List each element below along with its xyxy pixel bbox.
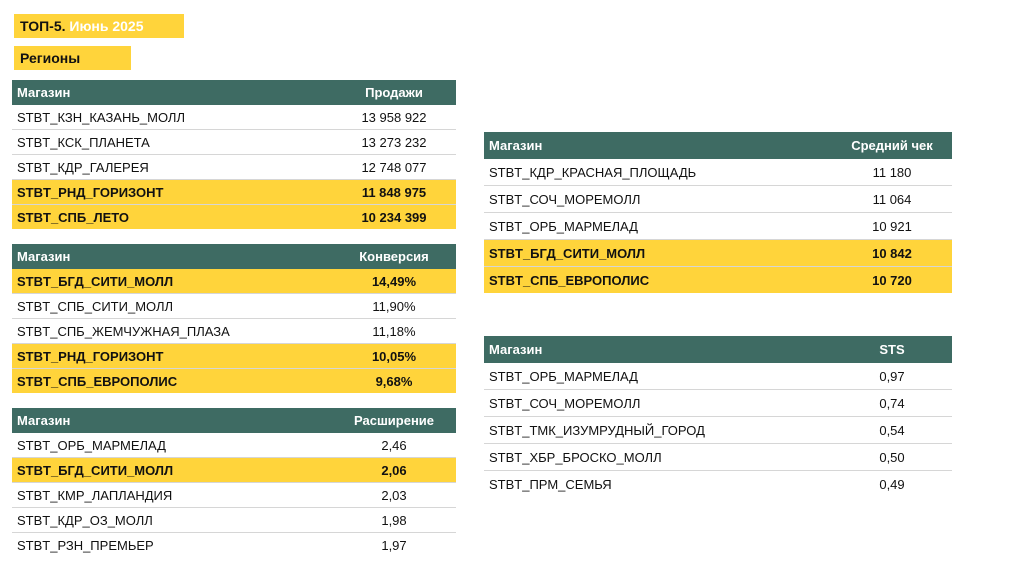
metric-value-cell: 10,05% [332,344,456,369]
table-row [484,417,952,444]
store-column-header: Магазин [12,244,332,269]
store-name-cell: STBT_КСК_ПЛАНЕТА [12,130,332,155]
table-row [12,180,456,205]
metric-value-cell: 1,98 [332,508,456,533]
metric-value-cell: 11 180 [832,159,952,186]
metric-value-cell: 11 064 [832,186,952,213]
table-row [12,458,456,483]
table-row [12,105,456,130]
store-name-cell: STBT_БГД_СИТИ_МОЛЛ [12,458,332,483]
metric-value-cell: 0,50 [832,444,952,471]
extension-table [12,408,456,557]
metric-value-cell: 9,68% [332,369,456,394]
metric-value-cell: 11,18% [332,319,456,344]
table-row [12,369,456,394]
metric-value-cell: 13 273 232 [332,130,456,155]
table-row [12,155,456,180]
metric-value-cell: 12 748 077 [332,155,456,180]
metric-value-cell: 1,97 [381,537,407,553]
metric-value-cell: 0,49 [879,476,905,492]
table-row [12,205,456,230]
store-name-cell: STBT_БГД_СИТИ_МОЛЛ [12,269,332,294]
metric-value-cell: 11 848 975 [332,180,456,205]
metric-value-cell: 2,46 [332,433,456,458]
store-name-cell: STBT_СОЧ_МОРЕМОЛЛ [484,186,832,213]
table-row [484,363,952,390]
table-row [484,390,952,417]
store-name-cell: STBT_ОРБ_МАРМЕЛАД [484,363,832,390]
conversion-table [12,244,456,393]
metric-value-cell: 0,54 [832,417,952,444]
table-header-row [12,244,456,269]
store-name-cell: STBT_РНД_ГОРИЗОНТ [12,344,332,369]
store-name-cell: STBT_ТМК_ИЗУМРУДНЫЙ_ГОРОД [484,417,832,444]
store-name-cell: STBT_РЗН_ПРЕМЬЕР [17,537,154,553]
region-label: Регионы [14,46,131,70]
table-header-row [12,408,456,433]
table-row [12,294,456,319]
title-prefix: ТОП-5. [20,18,66,34]
page-title [14,14,184,38]
store-name-cell: STBT_ХБР_БРОСКО_МОЛЛ [484,444,832,471]
store-column-header: Магазин [484,336,832,363]
store-name-cell: STBT_СПБ_ЛЕТО [12,205,332,230]
store-column-header: Магазин [12,408,332,433]
sts-table [484,336,952,497]
store-name-cell: STBT_СПБ_ЖЕМЧУЖНАЯ_ПЛАЗА [12,319,332,344]
table-row [12,533,456,558]
table-row [484,267,952,294]
extension-column-header: Расширение [332,408,456,433]
avg-check-table [484,132,952,293]
metric-value-cell: 2,03 [332,483,456,508]
store-name-cell: STBT_КМР_ЛАПЛАНДИЯ [12,483,332,508]
table-row [12,344,456,369]
avg-check-column-header: Средний чек [832,132,952,159]
metric-value-cell: 10 720 [832,267,952,294]
metric-value-cell: 14,49% [332,269,456,294]
store-name-cell: STBT_ПРМ_СЕМЬЯ [489,476,612,492]
table-row [12,483,456,508]
sts-column-header: STS [832,336,952,363]
store-name-cell: STBT_РНД_ГОРИЗОНТ [12,180,332,205]
metric-value-cell: 0,74 [832,390,952,417]
table-row [484,240,952,267]
table-header-row [484,336,952,363]
table-row [484,159,952,186]
store-name-cell: STBT_СПБ_ЕВРОПОЛИС [484,267,832,294]
table-row [12,433,456,458]
metric-value-cell: 10 921 [832,213,952,240]
store-name-cell: STBT_КДР_ГАЛЕРЕЯ [12,155,332,180]
table-header-row [484,132,952,159]
store-name-cell: STBT_СПБ_ЕВРОПОЛИС [12,369,332,394]
metric-value-cell: 13 958 922 [332,105,456,130]
store-name-cell: STBT_СПБ_СИТИ_МОЛЛ [12,294,332,319]
store-column-header: Магазин [484,132,832,159]
sales-table [12,80,456,229]
table-row [484,444,952,471]
table-header-row [12,80,456,105]
store-name-cell: STBT_КЗН_КАЗАНЬ_МОЛЛ [12,105,332,130]
table-row [484,471,952,498]
title-period: Июнь 2025 [69,18,144,34]
store-name-cell: STBT_КДР_ОЗ_МОЛЛ [12,508,332,533]
table-row [484,213,952,240]
table-row [12,130,456,155]
store-name-cell: STBT_СОЧ_МОРЕМОЛЛ [484,390,832,417]
table-row [12,269,456,294]
sales-column-header: Продажи [332,80,456,105]
store-name-cell: STBT_БГД_СИТИ_МОЛЛ [484,240,832,267]
store-name-cell: STBT_ОРБ_МАРМЕЛАД [12,433,332,458]
metric-value-cell: 10 842 [832,240,952,267]
store-name-cell: STBT_ОРБ_МАРМЕЛАД [484,213,832,240]
metric-value-cell: 11,90% [332,294,456,319]
conversion-column-header: Конверсия [332,244,456,269]
metric-value-cell: 0,97 [832,363,952,390]
table-row [484,186,952,213]
store-name-cell: STBT_КДР_КРАСНАЯ_ПЛОЩАДЬ [484,159,832,186]
table-row [12,508,456,533]
metric-value-cell: 2,06 [332,458,456,483]
store-column-header: Магазин [12,80,332,105]
table-row [12,319,456,344]
metric-value-cell: 10 234 399 [332,205,456,230]
